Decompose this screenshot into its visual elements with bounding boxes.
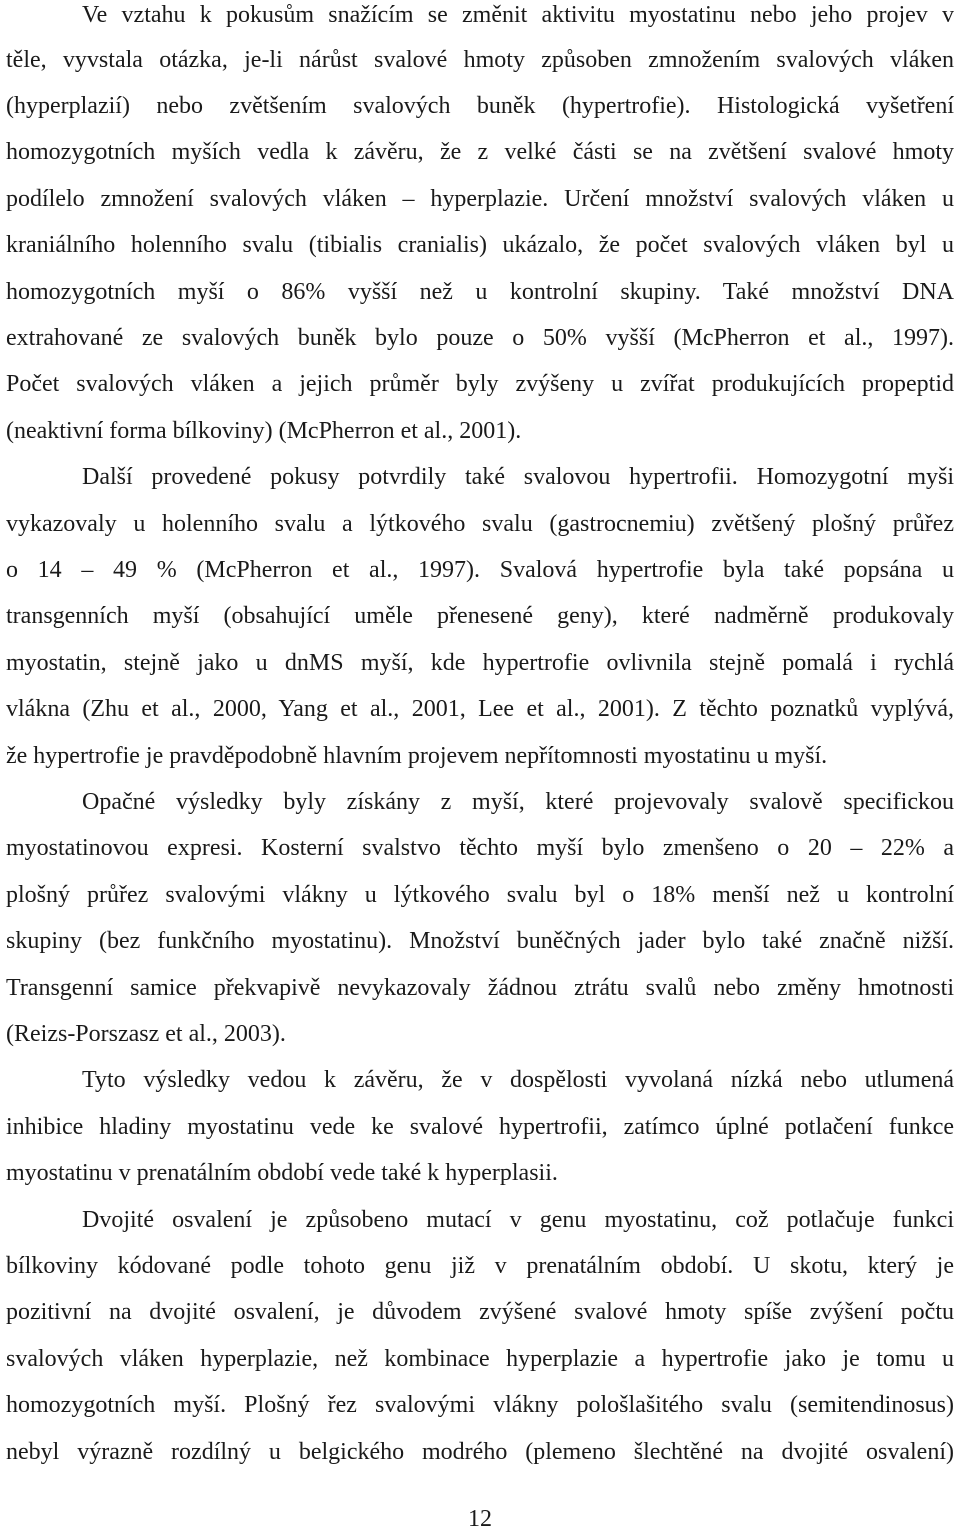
text-line: že hypertrofie je pravděpodobně hlavním projevem nepřítomnosti myostatinu u myší.	[6, 743, 828, 769]
text-line: vlákna (Zhu et al., 2000, Yang et al., 2001, Lee et al., 2001). Z těchto poznatků vyplývá,	[6, 696, 954, 722]
text-line: Dvojité osvalení je způsobeno mutací v genu myostatinu, což potlačuje funkci	[82, 1207, 954, 1233]
text-line: nebyl výrazně rozdílný u belgického modrého (plemeno šlechtěné na dvojité osvalení)	[6, 1439, 954, 1465]
text-line: vykazovaly u holenního svalu a lýtkového svalu (gastrocnemiu) zvětšený plošný průřez	[6, 511, 954, 537]
text-line: (hyperplazií) nebo zvětšením svalových buněk (hypertrofie). Histologická vyšetření	[6, 93, 954, 119]
text-line: o 14 – 49 % (McPherron et al., 1997). Svalová hypertrofie byla také popsána u	[6, 557, 954, 583]
text-line: pozitivní na dvojité osvalení, je důvodem zvýšené svalové hmoty spíše zvýšení počtu	[6, 1299, 954, 1325]
text-line: Transgenní samice překvapivě nevykazovaly žádnou ztrátu svalů nebo změny hmotnosti	[6, 975, 954, 1001]
text-line: svalových vláken hyperplazie, než kombinace hyperplazie a hypertrofie jako je tomu u	[6, 1346, 954, 1372]
text-line: skupiny (bez funkčního myostatinu). Množství buněčných jader bylo také značně nižší.	[6, 928, 954, 954]
text-line: bílkoviny kódované podle tohoto genu již v prenatálním období. U skotu, který je	[6, 1253, 954, 1279]
text-line: Počet svalových vláken a jejich průměr byly zvýšeny u zvířat produkujících propeptid	[6, 371, 954, 397]
text-line: (Reizs-Porszasz et al., 2003).	[6, 1021, 286, 1047]
text-line: myostatin, stejně jako u dnMS myší, kde hypertrofie ovlivnila stejně pomalá i rychlá	[6, 650, 954, 676]
text-line: transgenních myší (obsahující uměle přenesené geny), které nadměrně produkovaly	[6, 603, 954, 629]
text-line: myostatinovou expresi. Kosterní svalstvo těchto myší bylo zmenšeno o 20 – 22% a	[6, 835, 954, 861]
text-line: (neaktivní forma bílkoviny) (McPherron et al., 2001).	[6, 418, 522, 444]
text-line: plošný průřez svalovými vlákny u lýtkového svalu byl o 18% menší než u kontrolní	[6, 882, 954, 908]
text-line: homozygotních myší. Plošný řez svalovými vlákny pološlašitého svalu (semitendinosus)	[6, 1392, 954, 1418]
text-line: homozygotních myší o 86% vyšší než u kontrolní skupiny. Také množství DNA	[6, 279, 954, 305]
text-line: inhibice hladiny myostatinu vede ke svalové hypertrofii, zatímco úplné potlačení funkce	[6, 1114, 954, 1140]
text-line: extrahované ze svalových buněk bylo pouze o 50% vyšší (McPherron et al., 1997).	[6, 325, 954, 351]
page-number: 12	[468, 1506, 492, 1532]
text-line: těle, vyvstala otázka, je-li nárůst svalové hmoty způsoben zmnožením svalových vláken	[6, 47, 954, 73]
text-line: Tyto výsledky vedou k závěru, že v dospělosti vyvolaná nízká nebo utlumená	[82, 1067, 954, 1093]
text-line: podílelo zmnožení svalových vláken – hyperplazie. Určení množství svalových vláken u	[6, 186, 954, 212]
text-line: Ve vztahu k pokusům snažícím se změnit aktivitu myostatinu nebo jeho projev v	[82, 2, 954, 28]
text-line: Opačné výsledky byly získány z myší, které projevovaly svalově specifickou	[82, 789, 954, 815]
text-line: Další provedené pokusy potvrdily také svalovou hypertrofii. Homozygotní myši	[82, 464, 954, 490]
text-line: myostatinu v prenatálním období vede také k hyperplasii.	[6, 1160, 558, 1186]
text-line: kraniálního holenního svalu (tibialis cranialis) ukázalo, že počet svalových vláken byl u	[6, 232, 954, 258]
text-line: homozygotních myších vedla k závěru, že z velké části se na zvětšení svalové hmoty	[6, 139, 954, 165]
